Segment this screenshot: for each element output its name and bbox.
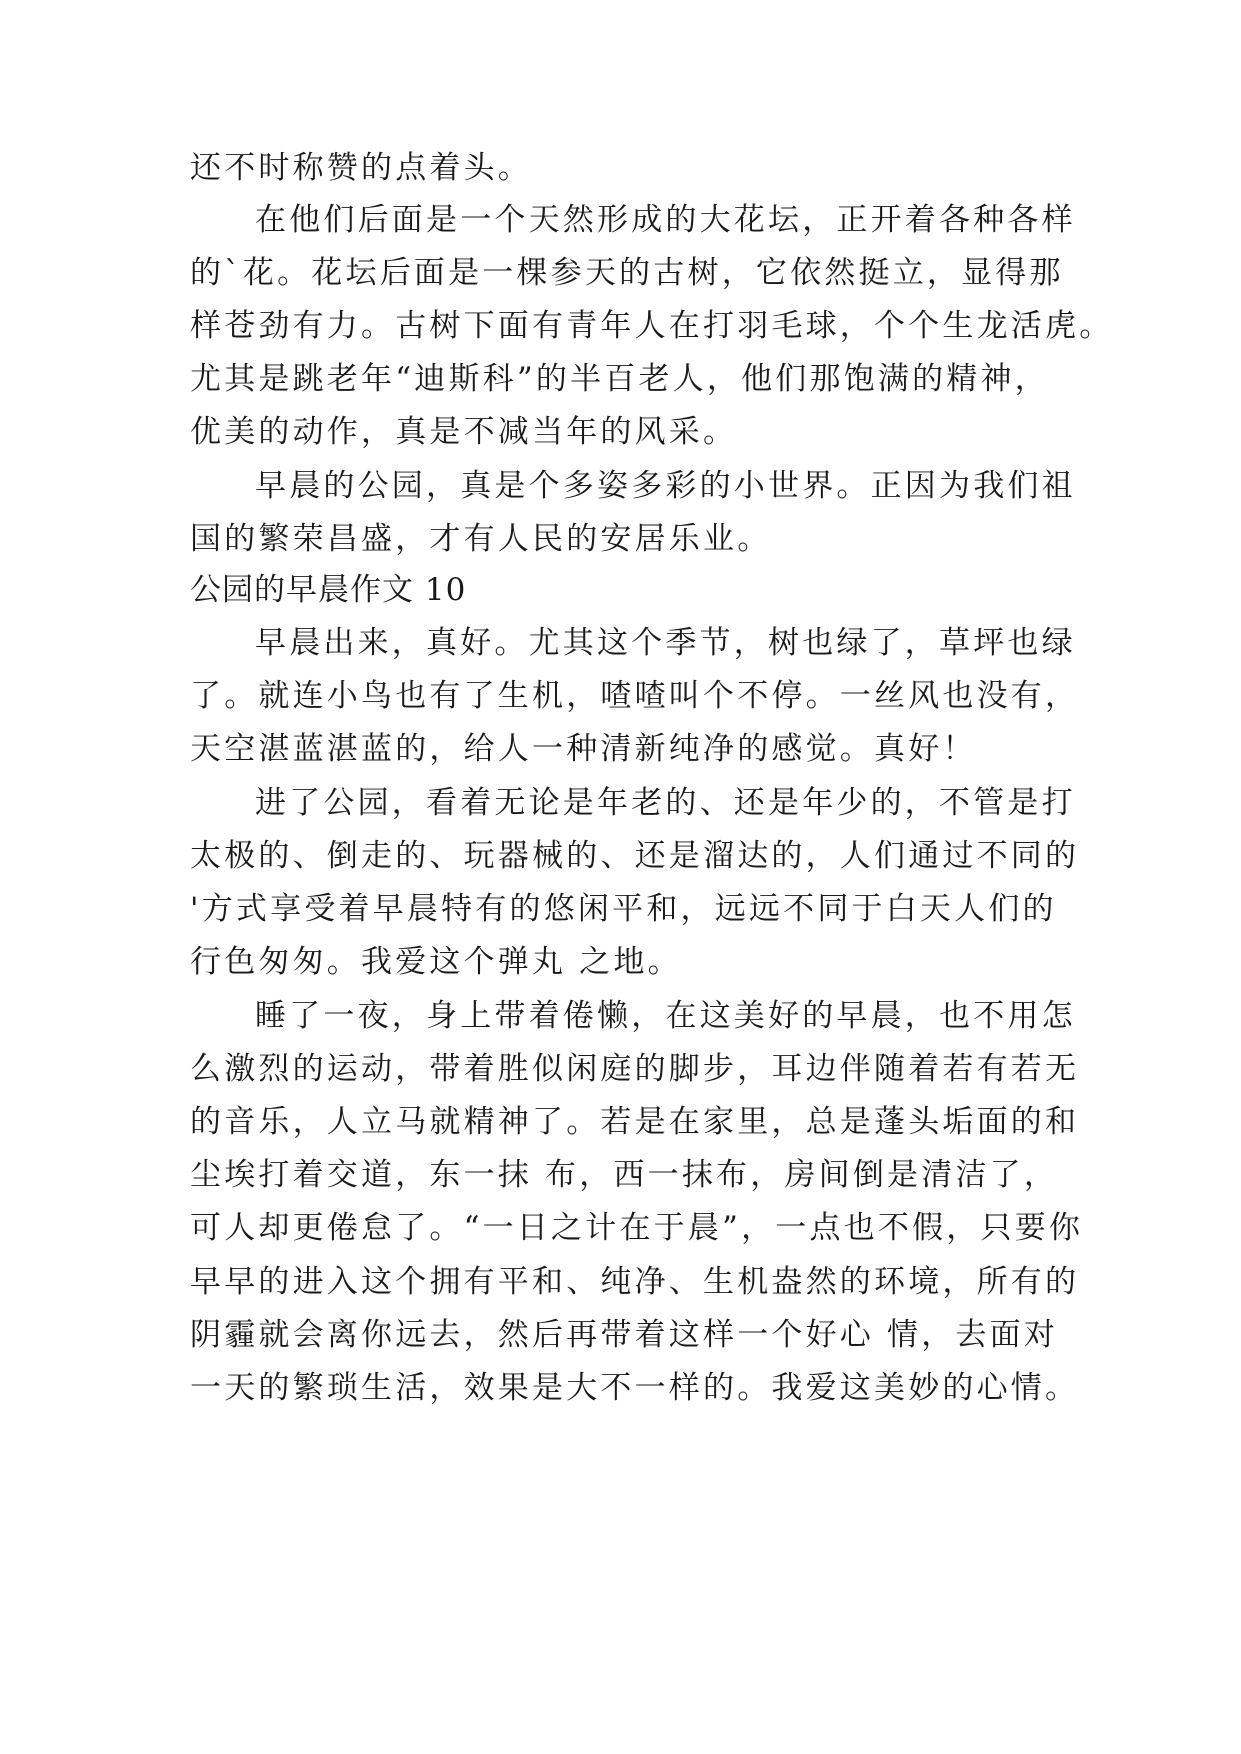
text-line: 样苍劲有力。古树下面有青年人在打羽毛球，个个生龙活虎。	[190, 308, 1114, 344]
text-line: 阴霾就会离你远去，然后再带着这样一个好心 情，去面对	[190, 1317, 1059, 1353]
paragraph-first-line: 早晨出来，真好。尤其这个季节，树也绿了，草坪也绿	[255, 625, 1076, 661]
text-line: 天空湛蓝湛蓝的，给人一种清新纯净的感觉。真好！	[190, 731, 977, 767]
text-line: 国的繁荣昌盛，才有人民的安居乐业。	[190, 521, 772, 557]
text-line: 尘埃打着交道，东一抹 布，西一抹布，房间倒是清洁了，	[190, 1157, 1059, 1193]
text-line: 早早的进入这个拥有平和、纯净、生机盎然的环境，所有的	[190, 1264, 1080, 1300]
text-line: '方式享受着早晨特有的悠闲平和，远远不同于白天人们的	[190, 891, 1057, 927]
paragraph-first-line: 在他们后面是一个天然形成的大花坛，正开着各种各样	[255, 202, 1076, 238]
paragraph-first-line: 睡了一夜，身上带着倦懒，在这美好的早晨，也不用怎	[255, 998, 1076, 1034]
text-line: 太极的、倒走的、玩器械的、还是溜达的，人们通过不同的	[190, 838, 1080, 874]
section-heading: 公园的早晨作文 10	[190, 572, 467, 608]
text-line: 尤其是跳老年“迪斯科”的半百老人，他们那饱满的精神，	[190, 361, 1049, 397]
text-line: 可人却更倦怠了。“一日之计在于晨”，一点也不假，只要你	[190, 1210, 1084, 1246]
text-line: 了。就连小鸟也有了生机，喳喳叫个不停。一丝风也没有，	[190, 678, 1080, 714]
text-line: 么激烈的运动，带着胜似闲庭的脚步，耳边伴随着若有若无	[190, 1051, 1080, 1087]
paragraph-first-line: 进了公园，看着无论是年老的、还是年少的，不管是打	[255, 785, 1076, 821]
text-line: 优美的动作，真是不减当年的风采。	[190, 414, 738, 450]
text-line: 的音乐，人立马就精神了。若是在家里，总是蓬头垢面的和	[190, 1104, 1080, 1140]
text-line: 行色匆匆。我爱这个弹丸 之地。	[190, 944, 682, 980]
text-line: 一天的繁琐生活，效果是大不一样的。我爱这美妙的心情。	[190, 1370, 1080, 1406]
text-line: 还不时称赞的点着头。	[190, 150, 532, 186]
paragraph-first-line: 早晨的公园，真是个多姿多彩的小世界。正因为我们祖	[255, 468, 1076, 504]
text-line: 的`花。花坛后面是一棵参天的古树，它依然挺立，显得那	[190, 255, 1064, 291]
